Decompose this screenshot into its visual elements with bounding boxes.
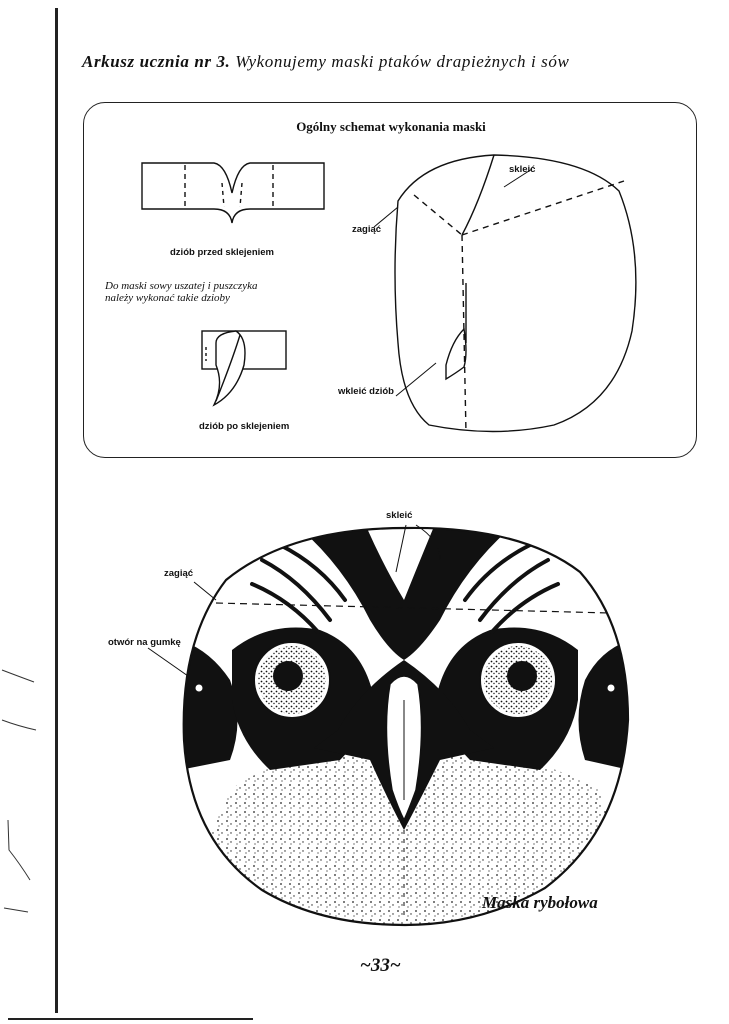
scheme-glue-beak-label: wkleić dziób	[338, 386, 394, 397]
scheme-fold-label: zagiąć	[352, 224, 382, 235]
mask-fold-label: zagiąć	[164, 568, 194, 579]
scheme-title: Ogólny schemat wykonania maski	[296, 119, 486, 134]
owl-beak-note-line1: Do maski sowy uszatej i puszczyka	[105, 280, 258, 292]
mask-caption: Maska rybołowa	[482, 893, 598, 912]
page-number: ~33~	[360, 955, 401, 976]
mask-elastic-hole-label: otwór na gumkę	[108, 637, 181, 648]
beak-before-label: dziób przed sklejeniem	[170, 247, 274, 258]
right-eye	[480, 642, 556, 718]
beak-after-label: dziób po sklejeniem	[199, 421, 290, 432]
sheet-heading: Wykonujemy maski ptaków drapieżnych i sów	[235, 52, 570, 71]
left-eye	[254, 642, 330, 718]
scheme-glue-label: skleić	[509, 164, 536, 175]
owl-beak-note-line2: należy wykonać takie dzioby	[105, 292, 230, 304]
mask-glue-label: skleić	[386, 510, 413, 521]
sheet-label: Arkusz ucznia nr 3.	[82, 52, 231, 71]
